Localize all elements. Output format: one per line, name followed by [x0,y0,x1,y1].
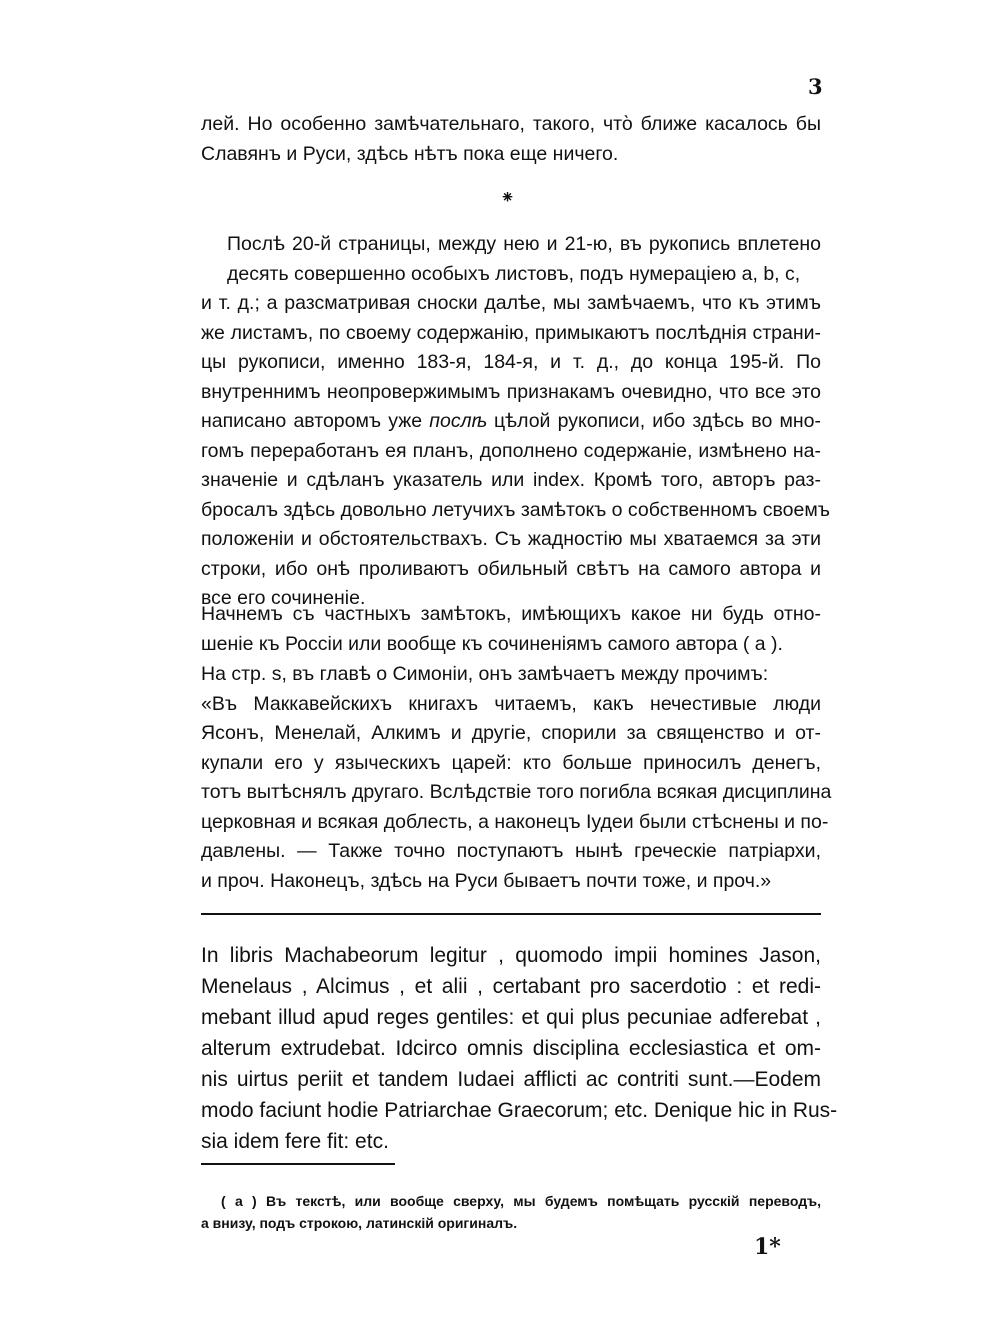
text-line: Послѣ 20-й страницы, между нею и 21-ю, въ рукопись вплетено десять совершенно особыхъ листовъ, подъ нумераціею a, b, c, [227,233,821,285]
latin-original [201,940,838,1157]
text-line: «Въ Маккавейскихъ книгахъ читаемъ, какъ нечестивые люди [201,692,821,715]
text-line: купали его у языческихъ царей: кто больше приносилъ денегъ, [201,751,821,774]
text-line: modo faciunt hodie Patriarchae Graecorum; etc. Denique hic in Rus- [201,1099,838,1122]
text-line: шеніе къ Россіи или вообще къ сочиненіямъ самого автора ( a ). [201,632,783,655]
text-line: sia idem fere fit: etc. [201,1130,389,1153]
text-segment: написано авторомъ уже [201,410,423,432]
text-line: цы рукописи, именно 183-я, 184-я, и т. д., до конца 195-й. По [201,351,821,373]
text-segment: цѣлой рукописи, ибо здѣсь во мно- [494,410,821,432]
text-line: церковная и всякая доблесть, а наконецъ Іудеи были стѣснены и по- [201,810,829,833]
italic-word: послѣ [429,410,487,432]
page-number: 3 [808,74,823,99]
text-line: гомъ переработанъ ея планъ, дополнено содержаніе, измѣнено на- [201,439,821,462]
text-line: тотъ вытѣснялъ другаго. Вслѣдствіе того погибла всякая дисциплина [201,781,832,803]
paragraph-1 [201,230,830,614]
text-line: лей. Но особенно замѣчательнаго, такого, что̀ ближе касалось бы [201,113,821,135]
paragraph-3 [201,660,832,896]
text-line: и т. д.; а разсматривая сноски далѣе, мы замѣчаемъ, что къ этимъ [201,292,821,314]
text-line: На стр. s, въ главѣ о Симоніи, онъ замѣчаетъ между прочимъ: [201,663,769,685]
text-line: внутреннимъ неопровержимымъ признакамъ очевидно, что все это [201,380,821,403]
footnote-rule [201,1163,395,1165]
text-line: положеніи и обстоятельствахъ. Съ жадностію мы хватаемся за эти [201,528,821,550]
text-line: а внизу, подъ строкою, латинскій оригиналъ. [201,1215,518,1231]
separator-rule [201,913,821,915]
text-line: же листамъ, по своему содержанію, примыкаютъ послѣднія страни- [201,321,821,344]
text-line: давлены. — Также точно поступаютъ нынѣ греческіе патріархи, [201,840,821,862]
text-line: все его сочиненіе. [201,587,366,609]
signature-mark: 1* [754,1234,781,1260]
text-line: In libris Machabeorum legitur , quomodo impii homines Jason, [201,944,821,967]
text-line: Начнемъ съ частныхъ замѣтокъ, имѣющихъ какое ни будь отно- [201,603,821,625]
text-line: alterum extrudebat. Idcirco omnis disciplina ecclesiastica et om- [201,1037,821,1060]
text-line: строки, ибо онѣ проливаютъ обильный свѣтъ на самого автора и [201,557,821,580]
text-line: nis uirtus periit et tandem Iudaei afflicti ac contriti sunt.—Eodem [201,1068,821,1091]
text-line: и проч. Наконецъ, здѣсь на Руси бываетъ почти тоже, и проч.» [201,869,772,892]
text-line: Ясонъ, Менелай, Алкимъ и другіе, спорили за священство и от- [201,722,821,744]
paragraph-2 [201,600,821,659]
text-line: значеніе и сдѣланъ указатель или index. Кромѣ того, авторъ раз- [201,469,821,491]
asterism: ⁕ [500,187,516,208]
text-line: бросалъ здѣсь довольно летучихъ замѣтокъ о собственномъ своемъ [201,498,830,521]
footnote [201,1190,821,1234]
text-line [201,407,821,437]
intro-paragraph [201,110,821,169]
text-line: Славянъ и Руси, здѣсь нѣтъ пока еще ничего. [201,142,619,165]
text-line: Menelaus , Alcimus , et alii , certabant pro sacerdotio : et redi- [201,975,821,998]
text-line: ( a ) Въ текстѣ, или вообще сверху, мы будемъ помѣщать русскій переводъ, [221,1193,821,1209]
text-line: mebant illud apud reges gentiles: et qui plus pecuniae adferebat , [201,1006,821,1029]
